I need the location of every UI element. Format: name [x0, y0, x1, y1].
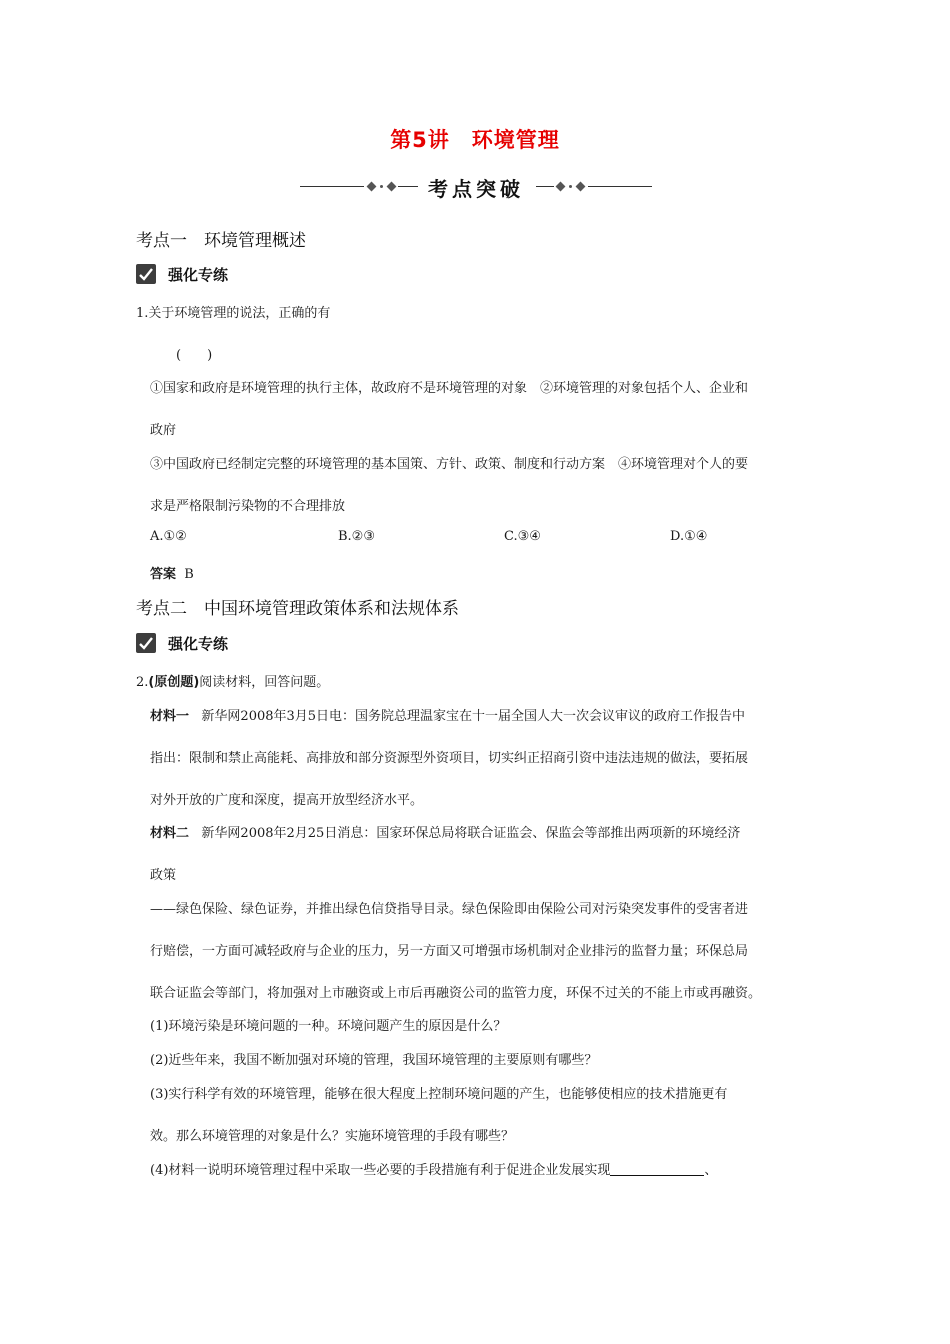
sub-question — [150, 1159, 717, 1178]
page-title: 第5讲 环境管理 — [390, 128, 560, 152]
question-stem: 1.关于环境管理的说法，正确的有 — [136, 306, 331, 321]
answer-paren: ( ) — [176, 348, 213, 363]
answer-line — [150, 563, 194, 582]
drill-label: 强化专练 — [168, 266, 229, 284]
material-line: 指出：限制和禁止高能耗、高排放和部分资源型外资项目，切实纠正招商引资中违法违规的做法，要拓展 — [150, 751, 749, 766]
sub-question: (2)近些年来，我国不断加强对环境的管理，我国环境管理的主要原则有哪些？ — [150, 1053, 598, 1068]
material-text: 新华网2008年2月25日消息：国家环保总局将联合证监会、保监会等部推出两项新的环境经济 — [201, 826, 741, 841]
material-label: 材料二 — [150, 826, 190, 841]
material-line: 政策 — [150, 868, 177, 883]
sub-question-text: (4)材料一说明环境管理过程中采取一些必要的手段措施有利于促进企业发展实现 — [150, 1163, 611, 1178]
material-line — [150, 705, 745, 724]
choice-a: A.①② — [150, 529, 187, 544]
sub-question: 效。那么环境管理的对象是什么？实施环境管理的手段有哪些？ — [150, 1129, 515, 1144]
checkmark-icon — [136, 633, 156, 653]
answer-value: B — [184, 567, 194, 582]
option-text: ①国家和政府是环境管理的执行主体，故政府不是环境管理的对象 ②环境管理的对象包括个人、企业和 — [150, 381, 749, 396]
banner-line-right — [588, 186, 652, 187]
material-line — [150, 822, 740, 841]
sub-question: (3)实行科学有效的环境管理，能够在很大程度上控制环境问题的产生，也能够使相应的技术措施更有 — [150, 1087, 728, 1102]
answer-label: 答案 — [150, 567, 177, 582]
question-stem — [136, 671, 329, 690]
banner-text: 考点突破 — [428, 177, 524, 201]
material-label: 材料一 — [150, 709, 190, 724]
section-heading: 考点二 中国环境管理政策体系和法规体系 — [136, 599, 459, 619]
section-heading: 考点一 环境管理概述 — [136, 231, 306, 251]
banner-line-right-inner — [536, 186, 554, 187]
option-text: ③中国政府已经制定完整的环境管理的基本国策、方针、政策、制度和行动方案 ④环境管理对个人的要 — [150, 457, 749, 472]
punctuation: 、 — [704, 1163, 718, 1178]
question-text: 阅读材料，回答问题。 — [199, 675, 330, 690]
option-text: 政府 — [150, 423, 177, 438]
material-text: 新华网2008年3月5日电：国务院总理温家宝在十一届全国人大一次会议审议的政府工作报告中 — [201, 709, 746, 724]
sub-question: (1)环境污染是环境问题的一种。环境问题产生的原因是什么？ — [150, 1019, 507, 1034]
material-line: 联合证监会等部门，将加强对上市融资或上市后再融资公司的监管力度，环保不过关的不能上市或再融资。 — [150, 986, 762, 1001]
question-tag: (原创题) — [148, 675, 200, 690]
choice-c: C.③④ — [504, 529, 541, 544]
choice-b: B.②③ — [338, 529, 375, 544]
question-number: 2. — [136, 675, 149, 690]
section-banner — [300, 172, 652, 202]
choice-d: D.①④ — [670, 529, 708, 544]
material-line: 行赔偿，一方面可减轻政府与企业的压力，另一方面又可增强市场机制对企业排污的监督力量；环保总局 — [150, 944, 749, 959]
material-line: ——绿色保险、绿色证券，并推出绿色信贷指导目录。绿色保险即由保险公司对污染突发事件的受害者进 — [150, 902, 749, 917]
drill-label: 强化专练 — [168, 635, 229, 653]
fill-blank[interactable] — [610, 1162, 704, 1176]
material-line: 对外开放的广度和深度，提高开放型经济水平。 — [150, 793, 424, 808]
banner-dot-icon — [569, 185, 572, 188]
checkmark-icon — [136, 264, 156, 284]
option-text: 求是严格限制污染物的不合理排放 — [150, 499, 346, 514]
